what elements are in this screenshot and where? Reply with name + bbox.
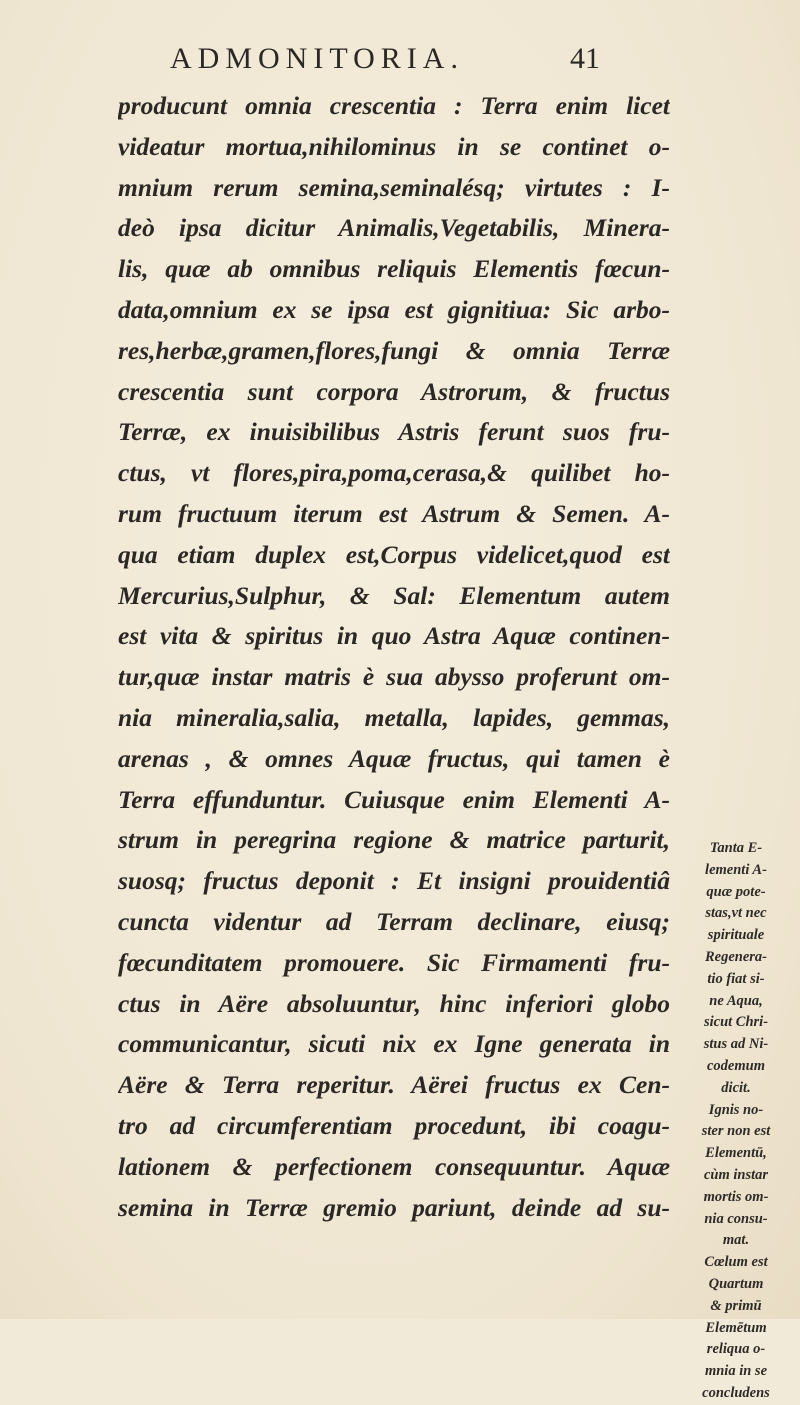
text-line: lationem & perfectionem consequuntur. Aquæ [118, 1151, 670, 1181]
text-line: Mercurius,Sulphur, & Sal: Elementum autem [118, 580, 670, 610]
margin-line: & primū [710, 1297, 762, 1314]
margin-line: mortis om- [703, 1188, 769, 1205]
text-line: tro ad circumferentiam procedunt, ibi coagu- [118, 1110, 670, 1140]
margin-line: Regenera- [704, 948, 767, 965]
text-line: Terræ, ex inuisibilibus Astris ferunt suos fru- [118, 417, 670, 447]
text-line: cuncta videntur ad Terram declinare, eiusq; [118, 906, 670, 936]
margin-line: mnia in se [704, 1363, 768, 1380]
margin-line: concludens [702, 1384, 770, 1401]
margin-line: nia consu- [704, 1210, 768, 1227]
margin-line: Elemētum [705, 1319, 767, 1336]
text-line: deò ipsa dicitur Animalis,Vegetabilis, Minera- [118, 213, 670, 243]
text-line: crescentia sunt corpora Astrorum, & fructus [118, 376, 670, 406]
text-line: communicantur, sicuti nix ex Igne generata in [118, 1029, 670, 1059]
margin-line: cùm instar [703, 1166, 769, 1183]
margin-line: mat. [722, 1232, 750, 1249]
running-title: ADMONITORIA. [170, 42, 464, 75]
margin-line: stas,vt nec [705, 905, 767, 922]
margin-line: dicit. [721, 1079, 751, 1096]
margin-line: quæ pote- [706, 883, 766, 900]
margin-line: Ignis no- [708, 1101, 764, 1118]
text-line: arenas , & omnes Aquæ fructus, qui tamen è [118, 743, 670, 773]
text-line: strum in peregrina regione & matrice parturit, [118, 825, 670, 855]
text-line: videatur mortua,nihilominus in se continet o- [118, 131, 670, 161]
text-line: mnium rerum semina,seminalésq; virtutes : I- [118, 172, 670, 202]
page-number: 41 [570, 42, 600, 75]
text-line: est vita & spiritus in quo Astra Aquæ continen- [118, 621, 670, 651]
margin-line: tio fiat si- [707, 970, 765, 987]
running-header [170, 42, 600, 76]
margin-line: reliqua o- [706, 1341, 766, 1358]
text-line: res,herbæ,gramen,flores,fungi & omnia Terræ [118, 335, 670, 365]
text-line: fœcunditatem promouere. Sic Firmamenti fru- [118, 947, 670, 977]
margin-line: Cœlum est [704, 1254, 768, 1271]
margin-line: Elementū, [705, 1145, 767, 1162]
text-line: data,omnium ex se ipsa est gignitiua: Sic arbo- [118, 294, 670, 324]
text-line: Terra effunduntur. Cuiusque enim Elementi A- [118, 784, 670, 814]
text-line: ctus in Aëre absoluuntur, hinc inferiori globo [118, 988, 670, 1018]
margin-line: codemum [707, 1057, 765, 1074]
text-line: nia mineralia,salia, metalla, lapides, gemmas, [118, 702, 670, 732]
text-line: ctus, vt flores,pira,poma,cerasa,& quilibet ho- [118, 458, 670, 488]
text-line: lis, quæ ab omnibus reliquis Elementis fœcun- [118, 254, 670, 284]
text-line: producunt omnia crescentia : Terra enim licet [118, 91, 670, 120]
margin-line: Quartum [708, 1275, 764, 1292]
main-text-block [118, 86, 670, 1228]
text-line: qua etiam duplex est,Corpus videlicet,quod est [118, 539, 670, 569]
margin-line: ne Aqua, [709, 992, 763, 1009]
text-line: semina in Terræ gremio pariunt, deinde ad su- [118, 1192, 670, 1222]
margin-line: ster non est [701, 1123, 771, 1140]
text-line: suosq; fructus deponit : Et insigni prouidentiâ [118, 866, 670, 896]
margin-line: lementi A- [705, 861, 767, 878]
margin-line: spirituale [707, 927, 765, 944]
text-line: Aëre & Terra reperitur. Aërei fructus ex Cen- [118, 1070, 670, 1100]
margin-line: Tanta E- [709, 840, 763, 856]
marginal-notes [678, 838, 794, 1405]
text-line: rum fructuum iterum est Astrum & Semen. A- [118, 498, 670, 528]
margin-line: stus ad Ni- [703, 1036, 769, 1053]
text-line: tur,quæ instar matris è sua abysso proferunt om- [118, 662, 670, 692]
margin-line: sicut Chri- [703, 1014, 769, 1031]
